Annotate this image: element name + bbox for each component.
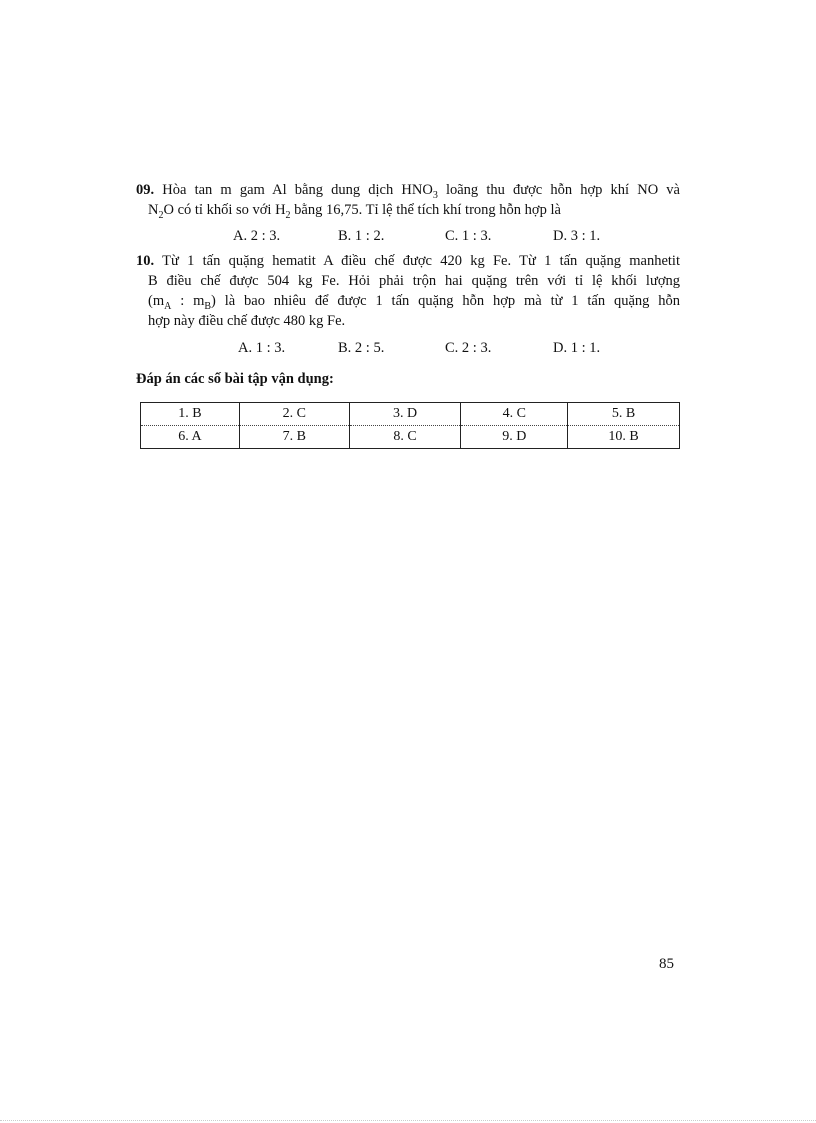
bottom-divider xyxy=(0,1120,816,1121)
question-09-line-1: 09. Hòa tan m gam Al bằng dung dịch $HNO_3$ loãng thu được hỗn hợp khí NO và xyxy=(136,182,680,201)
answers-title: Đáp án các số bài tập vận dụng: xyxy=(136,371,334,387)
question-09-number: 09. xyxy=(136,182,155,198)
question-10-option-a: A. 1 : 3. xyxy=(238,340,286,356)
question-10-option-c: C. 2 : 3. xyxy=(445,340,492,356)
question-09-option-d: D. 3 : 1. xyxy=(553,228,601,244)
answer-cell: 5. B xyxy=(568,403,680,426)
question-10-line-3: ($m_A$ : $m_B$) là bao nhiêu để được 1 tấn quặng hỗn hợp mà từ 1 tấn quặng hỗn xyxy=(148,293,680,312)
question-10-line-4: hợp này điều chế được 480 kg Fe. xyxy=(148,313,346,329)
question-09 xyxy=(136,180,680,220)
answer-cell: 4. C xyxy=(461,403,568,426)
answer-cell: 7. B xyxy=(239,426,349,449)
question-09-option-c: C. 1 : 3. xyxy=(445,228,492,244)
question-09-option-b: B. 1 : 2. xyxy=(338,228,385,244)
answer-cell: 3. D xyxy=(349,403,461,426)
answer-cell: 6. A xyxy=(141,426,240,449)
answers-table xyxy=(140,402,680,449)
answer-cell: 9. D xyxy=(461,426,568,449)
question-10 xyxy=(136,251,680,331)
answer-cell: 2. C xyxy=(239,403,349,426)
question-10-line-1: 10. Từ 1 tấn quặng hematit A điều chế được 420 kg Fe. Từ 1 tấn quặng manhetit xyxy=(136,253,680,269)
answer-cell: 10. B xyxy=(568,426,680,449)
table-row xyxy=(141,426,680,449)
page-number: 85 xyxy=(659,956,674,972)
answer-cell: 1. B xyxy=(141,403,240,426)
question-10-number: 10. xyxy=(136,253,155,269)
question-09-line-2: $N_2O$ có tỉ khối so với $H_2$ bằng 16,75. Tỉ lệ thể tích khí trong hỗn hợp là xyxy=(148,202,561,221)
question-10-line-2: B điều chế được 504 kg Fe. Hỏi phải trộn hai quặng trên với tỉ lệ khối lượng xyxy=(148,273,680,289)
table-row xyxy=(141,403,680,426)
question-09-option-a: A. 2 : 3. xyxy=(233,228,281,244)
answer-cell: 8. C xyxy=(349,426,461,449)
question-10-option-b: B. 2 : 5. xyxy=(338,340,385,356)
question-10-option-d: D. 1 : 1. xyxy=(553,340,601,356)
